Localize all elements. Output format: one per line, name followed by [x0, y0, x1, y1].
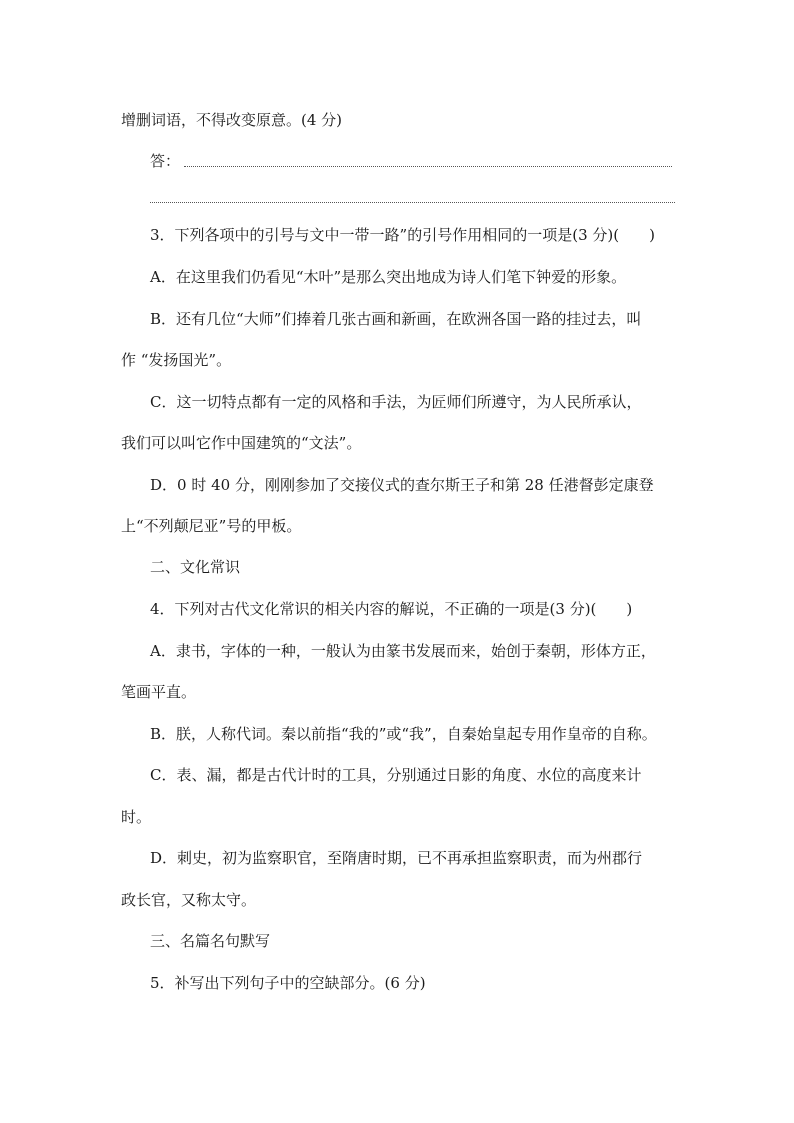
answer-label: 答： [150, 152, 181, 170]
question-3-option-b: B．还有几位“大师”们捧着几张古画和新画，在欧洲各国一路的挂过去，叫 [150, 310, 642, 328]
answer-line-2 [150, 187, 675, 207]
question-4-option-a: A．隶书，字体的一种，一般认为由篆书发展而来，始创于秦朝，形体方正， [150, 642, 656, 660]
question-4-option-d: D．刺史，初为监察职官，至隋唐时期，已不再承担监察职责，而为州郡行 [150, 849, 643, 867]
question-3-stem: 3．下列各项中的引号与文中一带一路”的引号作用相同的一项是(3 分)( ) [150, 226, 655, 244]
question-4-option-a-cont: 笔画平直。 [121, 683, 197, 701]
section-heading-recitation: 三、名篇名句默写 [150, 932, 271, 950]
answer-blank-2[interactable] [150, 202, 675, 203]
section-heading-culture: 二、文化常识 [150, 558, 241, 576]
question-4-option-c-cont: 时。 [121, 808, 152, 826]
question-3-option-c-cont: 我们可以叫它作中国建筑的“文法”。 [121, 434, 362, 452]
question-2-tail: 增删词语，不得改变原意。(4 分) [121, 111, 343, 129]
question-4-option-c: C．表、漏，都是古代计时的工具，分别通过日影的角度、水位的高度来计 [150, 766, 642, 784]
question-3-option-c: C．这一切特点都有一定的风格和手法，为匠师们所遵守，为人民所承认， [150, 393, 642, 411]
question-3-option-d: D．0 时 40 分，刚刚参加了交接仪式的查尔斯王子和第 28 任港督彭定康登 [150, 476, 654, 494]
question-4-stem: 4．下列对古代文化常识的相关内容的解说，不正确的一项是(3 分)( ) [150, 600, 633, 618]
question-4-option-d-cont: 政长官，又称太守。 [121, 891, 257, 909]
question-4-option-b: B．朕，人称代词。秦以前指“我的”或“我”，自秦始皇起专用作皇帝的自称。 [150, 725, 657, 743]
question-3-option-d-cont: 上“不列颠尼亚”号的甲板。 [121, 517, 302, 535]
answer-line [150, 151, 672, 171]
question-5-stem: 5．补写出下列句子中的空缺部分。(6 分) [150, 974, 426, 992]
question-3-option-b-cont: 作 “发扬国光”。 [121, 351, 232, 369]
question-3-option-a: A．在这里我们仍看见“木叶”是那么突出地成为诗人们笔下钟爱的形象。 [150, 268, 627, 286]
answer-blank-1[interactable] [184, 166, 672, 167]
